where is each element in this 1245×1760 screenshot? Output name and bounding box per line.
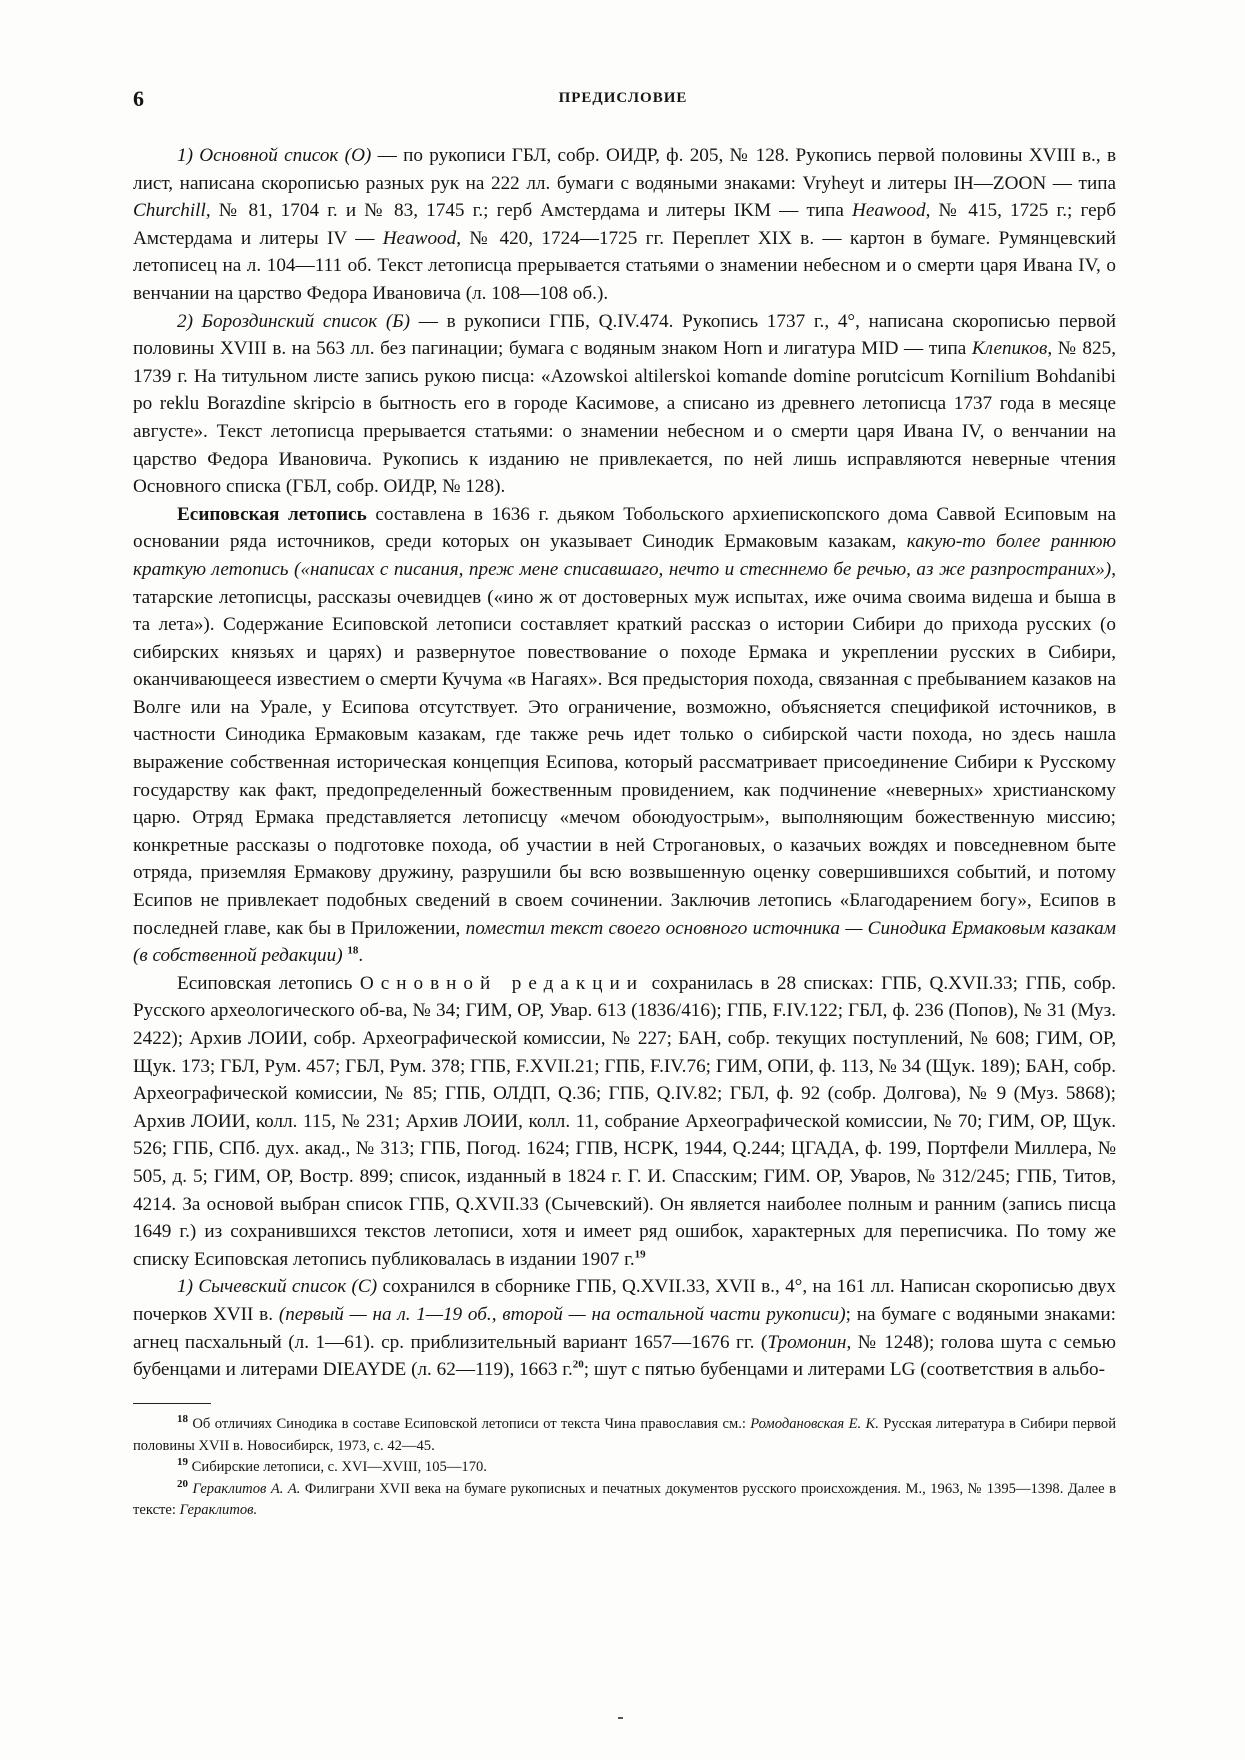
paragraph-text: ; на бумаге с водяными знаками: агнец пасхальный (л. 1—61). ср. приблизительный вариант 1657—1676 гг. (	[133, 1303, 1116, 1353]
footnote-number: 18	[177, 1413, 188, 1426]
page-header	[133, 86, 1113, 116]
quotation: какую-то более раннюю краткую летопись («написах с писания, преж мене списавшаго, нечто и стесннемо бе речью, аз же разпространих»)	[133, 531, 1117, 580]
emphasis: (первый — на л. 1—19 об., второй — на остальной части рукописи)	[278, 1303, 846, 1325]
main-text	[133, 142, 1116, 1384]
page-number: 6	[133, 86, 144, 111]
footnote-19	[133, 1457, 1116, 1479]
paragraph-text: , № 81, 1704 г. и № 83, 1745 г.; герб Амстердама и литеры IKM — типа	[205, 200, 853, 222]
footnote-number: 19	[177, 1456, 188, 1469]
footnote-text: Об отличиях Синодика в составе Есиповской летописи от текста Чина православия см.:	[188, 1416, 751, 1432]
footnote-20	[133, 1479, 1116, 1522]
running-head: ПРЕДИСЛОВИЕ	[558, 90, 688, 106]
paragraph-text: Есиповская летопись	[177, 972, 360, 994]
paragraph-osnovnaya-redaktsiya	[133, 970, 1116, 1274]
list-label: 1) Сычевский список (С)	[177, 1276, 378, 1298]
paragraph-text: , № 1248); голова шута с семью бубенцами и литерами DIEAYDE (л. 62—119), 1663 г.	[133, 1331, 1116, 1381]
reference: Churchill	[133, 200, 206, 222]
spaced-term: Основной редакции	[359, 972, 645, 994]
footnote-text: Филиграни XVII века на бумаге рукописных и печатных документов русского происхождения. М., 1963, № 1395—1398. Далее в тексте:	[133, 1480, 1116, 1518]
footnote-text: Русская литература в Сибири первой половины XVII в. Новосибирск, 1973, с. 42—45.	[133, 1416, 1117, 1454]
reference: Heawood	[382, 227, 457, 249]
footnote-divider	[133, 1403, 211, 1404]
paragraph-text: — в рукописи ГПБ, Q.IV.474. Рукопись 1737 г., 4°, написана скорописью первой половины XVIII в. на 563 лл. без пагинации; бумага с водяным знаком Horn и лигатура MID — типа	[133, 310, 1117, 360]
footnote-marker[interactable]: 20	[572, 1358, 584, 1371]
paragraph-text: сохранилась в 28 списках: ГПБ, Q.XVII.33; ГПБ, собр. Русского археологического об-ва, № 34; ГИМ, ОР, Увар. 613 (1836/416); ГПБ, F.IV.122; ГБЛ, ф. 236 (Попов), № 31 (Муз. 2422); Архив ЛОИИ, собр. Археографической комиссии, № 227; БАН, собр. текущих поступлений, № 608; ГИМ, ОР, Щук. 173; ГБЛ, Рум. 457; ГБЛ, Рум. 378; ГПБ, F.XVII.21; ГПБ, F.IV.76; ГИМ, ОПИ, ф. 113, № 34 (Щук. 189); БАН, собр. Археографической комиссии, № 85; ГПБ, ОЛДП, Q.36; ГПБ, Q.IV.82; ГБЛ, ф. 92 (собр. Долгова), № 9 (Муз. 5868); Архив ЛОИИ, колл. 115, № 231; Архив ЛОИИ, колл. 11, собрание Археографической комиссии, № 70; ГИМ, ОР, Щук. 526; ГПБ, СПб. дух. акад., № 313; ГПБ, Погод. 1624; ГПВ, НСРК, 1944, Q.244; ЦГАДА, ф. 199, Портфели Миллера, № 505, д. 5; ГИМ, ОР, Востр. 899; список, изданный в 1824 г. Г. И. Спасским; ГИМ. ОР, Уваров, № 312/245; ГПБ, Титов, 4214. За основой выбран список ГПБ, Q.XVII.33 (Сычевский). Он является наиболее полным и ранним (запись писца 1649 г.) из сохранившихся текстов летописи, хотя и имеет ряд ошибок, характерных для переписчика. По тому же списку Есиповская летопись публиковалась в издании 1907 г.	[133, 972, 1116, 1270]
footnote-18	[133, 1414, 1116, 1457]
list-label: 2) Бороздинский список (Б)	[177, 310, 411, 332]
paragraph-text: , № 415, 1725 г.; герб Амстердама и литеры IV —	[133, 200, 1116, 249]
footnote-short-ref: Гераклитов.	[179, 1502, 258, 1518]
footnote-text: Сибирские летописи, с. XVI—XVIII, 105—170.	[188, 1459, 487, 1475]
section-lead: Есиповская летопись	[177, 503, 367, 525]
paragraph-text: составлена в 1636 г. дьяком Тобольского архиепископского дома Саввой Есиповым на основании ряда источников, среди которых он указывает Синодик Ермаковым казакам,	[133, 503, 1116, 553]
paragraph-text: ; шут с пятью бубенцами и литерами LG (соответствия в альбо-	[583, 1359, 1106, 1381]
paragraph-text: , татарские летописцы, рассказы очевидцев («ино ж от достоверных муж испытах, иже очима своима видеша и быша в та лета»). Содержание Есиповской летописи составляет краткий рассказ о истории Сибири до прихода русских (о сибирских князьях и царях) и развернутое повествование о походе Ермака и укреплении русских в Сибири, оканчивающееся известием о смерти Кучума «в Нагаях». Вся предыстория похода, связанная с пребыванием казаков на Волге или на Урале, у Есипова отсутствует. Это ограничение, возможно, объясняется спецификой источников, в частности Синодика Ермаковым казакам, где также речь идет только о сибирской части похода, но здесь нашла выражение собственная историческая концепция Есипова, который рассматривает присоединение Сибири к Русскому государству как факт, предопределенный божественным провидением, как подчинение «неверных» христианскому царю. Отряд Ермака представляется летописцу «мечом обоюдуострым», выполняющим божественную миссию; конкретные рассказы о подготовке похода, об участии в ней Строгановых, о казачьих вождях и повседневном быте отряда, приземляя Ермакову дружину, разрушили бы всю возвышенную оценку совершившихся событий, и потому Есипов не привлекает подобных сведений в своем сочинении. Заключив летопись «Благодарением богу», Есипов в последней главе, как бы в Приложении,	[133, 558, 1116, 939]
paragraph-text: .	[358, 945, 364, 967]
paragraph-text: , № 420, 1724—1725 гг. Переплет XIX в. — картон в бумаге. Румянцевский летописец на л. 104—111 об. Текст летописца прерывается статьями о знамении небесном и о смерти царя Ивана IV, о венчании на царство Федора Ивановича (л. 108—108 об.).	[133, 227, 1116, 304]
footnotes	[133, 1414, 1116, 1522]
footnote-author: Гераклитов А. А.	[188, 1480, 301, 1497]
footnote-number: 20	[177, 1477, 188, 1490]
emphasis: поместил текст своего основного источника — Синодика Ермаковым казакам (в собственной редакции)	[133, 917, 1117, 967]
scan-speck	[618, 1717, 623, 1719]
paragraph-sychevskiy-spisok	[133, 1273, 1116, 1383]
paragraph-text: , № 825, 1739 г. На титульном листе запись рукою писца: «Azowskoi altilerskoi komande domine porutcicum Kornilium Bohdanibi po reklu Borazdine skripcio в бытность его в городе Касимове, а списано из древнего летописца 1737 года в месяце августе». Текст летописца прерывается статьями: о знамении небесном и о смерти царя Ивана IV, о венчании на царство Федора Ивановича. Рукопись к изданию не привлекается, по ней лишь исправляются неверные чтения Основного списка (ГБЛ, собр. ОИДР, № 128).	[133, 338, 1116, 498]
reference: Heawood	[852, 200, 926, 222]
paragraph-osnovnoy-spisok	[133, 142, 1116, 308]
reference: Тромонин	[767, 1331, 847, 1353]
paragraph-text: — по рукописи ГБЛ, собр. ОИДР, ф. 205, № 128. Рукопись первой половины XVIII в., в лист, написана скорописью разных рук на 222 лл. бумаги с водяными знаками: Vryheyt и литеры IH—ZOON — типа	[133, 145, 1116, 194]
paragraph-esipovskaya-letopis	[133, 501, 1116, 970]
reference: Клепиков	[971, 338, 1048, 360]
paragraph-borozdinskiy-spisok	[133, 308, 1116, 501]
footnote-author: Ромодановская Е. К.	[750, 1416, 879, 1432]
list-label: 1) Основной список (О)	[177, 145, 372, 166]
footnote-marker[interactable]: 18	[347, 944, 359, 957]
paragraph-text: сохранился в сборнике ГПБ, Q.XVII.33, XVII в., 4°, на 161 лл. Написан скорописью двух почерков XVII в.	[133, 1276, 1116, 1325]
footnote-marker[interactable]: 19	[634, 1248, 646, 1261]
